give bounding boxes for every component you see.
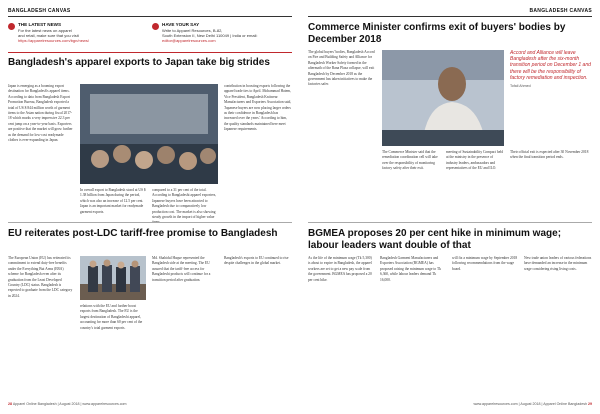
bgmea-headline: BGMEA proposes 20 per cent hike in minimum wage; labour leaders want double of that (308, 228, 562, 251)
your-say-title: HAVE YOUR SAY (162, 22, 200, 27)
footer-left-text: Apparel Online Bangladesh | August 2018 | www.apparelresources.com (12, 402, 127, 406)
commerce-col-2: The Commerce Minister said that the remediation coordination cell will take over the responsibility of monitoring factory safety after their exit. (382, 150, 438, 171)
bgmea-col-3: will fix a minimum wage by September 2018 following recommendations from the wage board. (452, 256, 518, 271)
commerce-col-3: meeting of Sustainability Compact held at the ministry in the presence of industry leaders, ambassadors and representatives of the EU and ILO. (446, 150, 504, 171)
commerce-headline: Commerce Minister confirms exit of buyers' bodies by December 2018 (308, 22, 566, 45)
ldc-col-1: The European Union (EU) has reiterated its commitment to extend duty-free benefits under the Everything But Arms (EBA) scheme for Bangladesh even after its graduation from the Least Developed Country (LDC) status. Bangladesh is expected to graduate from the LDC category in 2024. (8, 256, 73, 298)
red-rule (8, 52, 292, 53)
latest-news-box (8, 22, 148, 50)
japan-photo (80, 84, 218, 184)
japan-headline: Bangladesh's apparel exports to Japan take big strides (8, 57, 270, 68)
your-say-line1: Write to Apparel Resources, B-82, (162, 28, 223, 33)
news-icon (8, 23, 15, 30)
footer-right (473, 402, 592, 406)
commerce-col-4: Their official exit is expected after 30 November 2018 when the final transition period ends. (510, 150, 589, 160)
masthead-right: BANGLADESH CANVAS (529, 8, 592, 14)
latest-news-line1: For the latest news on apparel (18, 28, 72, 33)
quote-text: Accord and Alliance will leave Bangladesh after the six-month transition period on December 1 and there will be the responsibility of factory remediation and inspection. (510, 50, 591, 81)
ldc-photo (80, 256, 146, 300)
your-say-line2: South Extension II, New Delhi 110049 | India or email: (162, 33, 258, 38)
your-say-link[interactable]: editor@apparelresources.com (162, 38, 216, 43)
right-page (300, 0, 600, 414)
ldc-col-4: Bangladesh's exports to EU continued to rise despite challenges in the global market. (224, 256, 289, 266)
ldc-headline: EU reiterates post-LDC tariff-free promise to Bangladesh (8, 228, 278, 239)
ldc-col-3: relations with the EU and further boost exports from Bangladesh. The EU is the largest destination of Bangladeshi apparel, accounting for more than 60 per cent of the country's total garment exports. (80, 304, 143, 330)
minister-quote (510, 50, 592, 89)
section-divider-left (8, 222, 292, 223)
minister-photo (382, 50, 504, 146)
bgmea-col-2: Bangladesh Garment Manufacturers and Exporters Association (BGMEA) has proposed raising the minimum wage to Tk 6,360, while labour leaders demand Tk 16,000. (380, 256, 442, 282)
japan-col-3: compared to a 31 per cent of the total. According to Bangladeshi apparel exporters, Japanese buyers have been attracted to Bangladesh due to comparatively low production cost. The market is also showing steady growth in the import of higher value (152, 188, 217, 220)
latest-news-line2: and retail, make sure that you visit (18, 33, 79, 38)
latest-news-link[interactable]: https://apparelresources.com/bgn/news/ (18, 38, 89, 43)
footer-right-text: www.apparelresources.com | August 2018 | Apparel Online Bangladesh (473, 402, 587, 406)
quote-source: Tofail Ahmed (510, 84, 531, 89)
section-divider-right (308, 222, 592, 223)
chat-icon (152, 23, 159, 30)
bgmea-col-4: New trade union leaders of various federations have demanded an increase in the minimum wage considering rising living costs. (524, 256, 592, 271)
top-rule-right (308, 16, 592, 17)
page-number-left: 28 (8, 402, 12, 406)
latest-news-title: THE LATEST NEWS (18, 22, 62, 27)
top-rule (8, 16, 292, 17)
bgmea-col-1: As the life of the minimum wage (Tk 5,300) is about to expire in Bangladesh, the apparel workers are set to get a new pay scale from the government. BGMEA has proposed a 20 per cent hike. (308, 256, 372, 282)
page-number-right: 29 (588, 402, 592, 406)
masthead-left: BANGLADESH CANVAS (8, 8, 71, 14)
ldc-col-2: Md. Shahidul Haque represented the Bangladesh side at the meeting. The EU assured that the tariff-free access for Bangladeshi products will continue for a transition period after graduation. (152, 256, 211, 282)
footer-left (8, 402, 127, 406)
japan-col-2: In overall export to Bangladesh stood at US $ 1.38 billion from Japan during the period, which was also an increase of 12.5 per cent. Japan is an important market for readymade garment exports. (80, 188, 146, 214)
japan-col-4: contribution in boosting exports following the apparel trade ties to April. Mohammad Hatem, Vice President, Bangladesh Knitwear Manufacturers and Exporters Association said, 'Japanese buyers are now placing larger orders as their confidence in Bangladesh has increased over the years.' According to him, the quality standards maintained here meet Japanese requirements. (224, 84, 292, 132)
your-say-box (152, 22, 292, 50)
japan-col-1: Japan is emerging as a booming export destination for Bangladesh's apparel items. According to data from Bangladesh Export Promotion Bureau, Bangladesh exported a total of US $ 844 million worth of garment items to the Asian nation during fiscal 2017-18 which marks a very impressive 22.3 per cent jump on a year-to-year basis. Exporters are positive that the market will grow further as the demand for low-cost readymade clothes is ever-expanding in Japan. (8, 84, 73, 143)
commerce-col-1: The global buyers' bodies, Bangladesh Accord on Fire and Building Safety and Alliance for Bangladesh Worker Safety formed in the aftermath of the Rana Plaza collapse, will exit Bangladesh by December 2018 as the government has taken initiatives to make the factories safer. (308, 50, 375, 87)
